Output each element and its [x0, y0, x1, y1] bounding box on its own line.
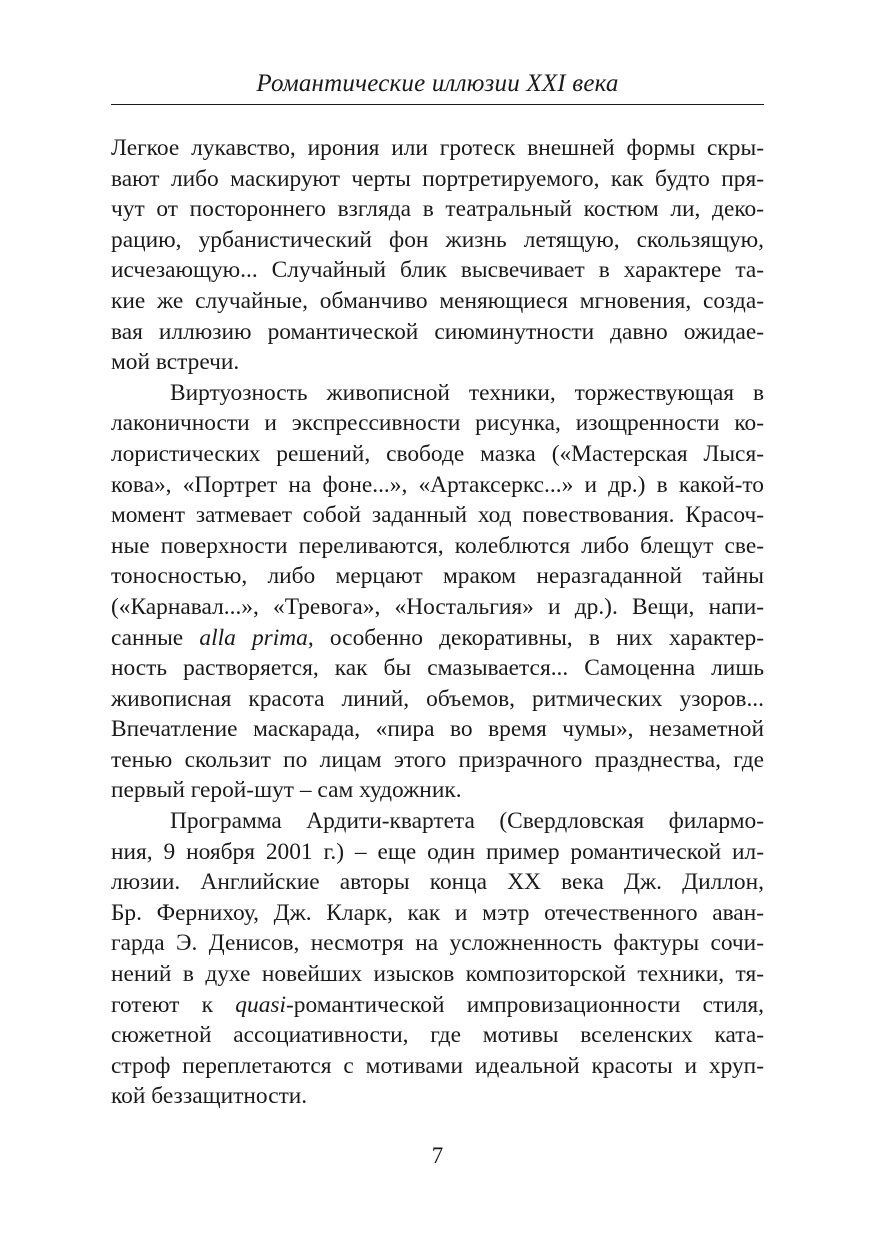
text-run: Легкое лукавство, ирония или гротеск внешней формы скры- — [111, 135, 764, 161]
text-line — [111, 317, 764, 348]
text-line — [111, 378, 764, 409]
text-line — [111, 623, 764, 654]
body-text — [111, 133, 764, 1112]
text-run: мой встречи. — [111, 349, 240, 376]
text-line — [111, 531, 764, 562]
text-run: живописная красота линий, объемов, ритмических узоров... — [111, 685, 764, 712]
text-run: лористических решений, свободе мазка («Мастерская Лыся- — [111, 440, 764, 467]
text-run: тоносностью, либо мерцают мраком неразгаданной тайны — [111, 563, 764, 590]
text-run: , особенно декоративны, в них характер- — [307, 624, 764, 651]
running-head: Романтические иллюзии XXI века — [256, 70, 619, 97]
text-run: Бр. Фернихоу, Дж. Кларк, как и мэтр отечественного аван- — [111, 899, 764, 926]
text-run: первый герой-шут – сам художник. — [111, 777, 462, 804]
text-line — [111, 653, 764, 684]
text-run: гарда Э. Денисов, несмотря на усложненность фактуры сочи- — [111, 930, 764, 957]
text-line — [111, 1081, 764, 1112]
text-line — [111, 898, 764, 929]
text-line — [111, 164, 764, 195]
text-run: -романтической импровизационности стиля, — [285, 991, 764, 1018]
text-run: Впечатление маскарада, «пира во время чумы», незаметной — [111, 716, 764, 743]
text-line — [111, 1051, 764, 1082]
text-line — [111, 867, 764, 898]
text-line — [111, 439, 764, 470]
text-line — [111, 745, 764, 776]
text-run: ния, 9 ноября 2001 г.) – еще один пример романтической ил- — [111, 838, 764, 865]
text-line — [111, 806, 764, 837]
text-line — [111, 255, 764, 286]
italic-term: quasi — [235, 991, 286, 1018]
text-run: рацию, урбанистический фон жизнь летящую, скользящую, — [111, 226, 764, 253]
text-line — [111, 959, 764, 990]
text-run: кова», «Портрет на фоне...», «Артаксеркс...» и др.) в какой-то — [111, 471, 764, 498]
text-line — [111, 408, 764, 439]
text-line — [111, 1020, 764, 1051]
paragraph — [111, 378, 764, 806]
text-run: вают либо маскируют черты портретируемого, как будто пря- — [111, 165, 764, 192]
text-run: санные — [111, 624, 200, 651]
text-line — [111, 500, 764, 531]
text-run: Виртуозность живописной техники, торжествующая в — [170, 379, 764, 406]
text-run: кой беззащитности. — [111, 1083, 308, 1110]
text-line — [111, 928, 764, 959]
text-run: люзии. Английские авторы конца XX века Дж. Диллон, — [111, 869, 764, 896]
text-run: Программа Ардити-квартета (Свердловская филармо- — [170, 808, 764, 835]
text-line — [111, 194, 764, 225]
text-run: («Карнавал...», «Тревога», «Ностальгия» и др.). Вещи, напи- — [111, 593, 764, 620]
text-run: исчезающую... Случайный блик высвечивает в характере та- — [111, 257, 764, 284]
paragraph — [111, 806, 764, 1112]
page-number: 7 — [431, 1143, 444, 1168]
text-line — [111, 775, 764, 806]
italic-term: alla prima — [199, 624, 308, 651]
text-run: строф переплетаются с мотивами идеальной красоты и хруп- — [111, 1052, 764, 1079]
text-run: тенью скользит по лицам этого призрачного празднества, где — [111, 746, 764, 773]
paragraph — [111, 133, 764, 378]
text-line — [111, 714, 764, 745]
text-line — [111, 133, 764, 164]
text-line — [111, 592, 764, 623]
text-line — [111, 225, 764, 256]
text-run: момент затмевает собой заданный ход повествования. Красоч- — [111, 502, 764, 529]
text-line — [111, 347, 764, 378]
text-line — [111, 990, 764, 1021]
text-line — [111, 286, 764, 317]
text-line — [111, 561, 764, 592]
text-run: вая иллюзию романтической сиюминутности давно ожидае- — [111, 318, 764, 345]
text-run: ные поверхности переливаются, колеблются либо блещут све- — [111, 532, 764, 559]
text-run: сюжетной ассоциативности, где мотивы вселенских ката- — [111, 1022, 764, 1049]
header-rule — [111, 104, 764, 105]
text-run: ность растворяется, как бы смазывается... Самоценна лишь — [111, 655, 764, 682]
text-line — [111, 837, 764, 868]
text-run: лаконичности и экспрессивности рисунка, изощренности ко- — [111, 410, 764, 437]
text-line — [111, 684, 764, 715]
text-run: кие же случайные, обманчиво меняющиеся мгновения, созда- — [111, 287, 764, 314]
text-line — [111, 470, 764, 501]
text-run: чут от постороннего взгляда в театральный костюм ли, деко- — [111, 196, 764, 223]
text-run: готеют к — [111, 991, 236, 1018]
text-run: нений в духе новейших изысков композиторской техники, тя- — [111, 961, 764, 988]
